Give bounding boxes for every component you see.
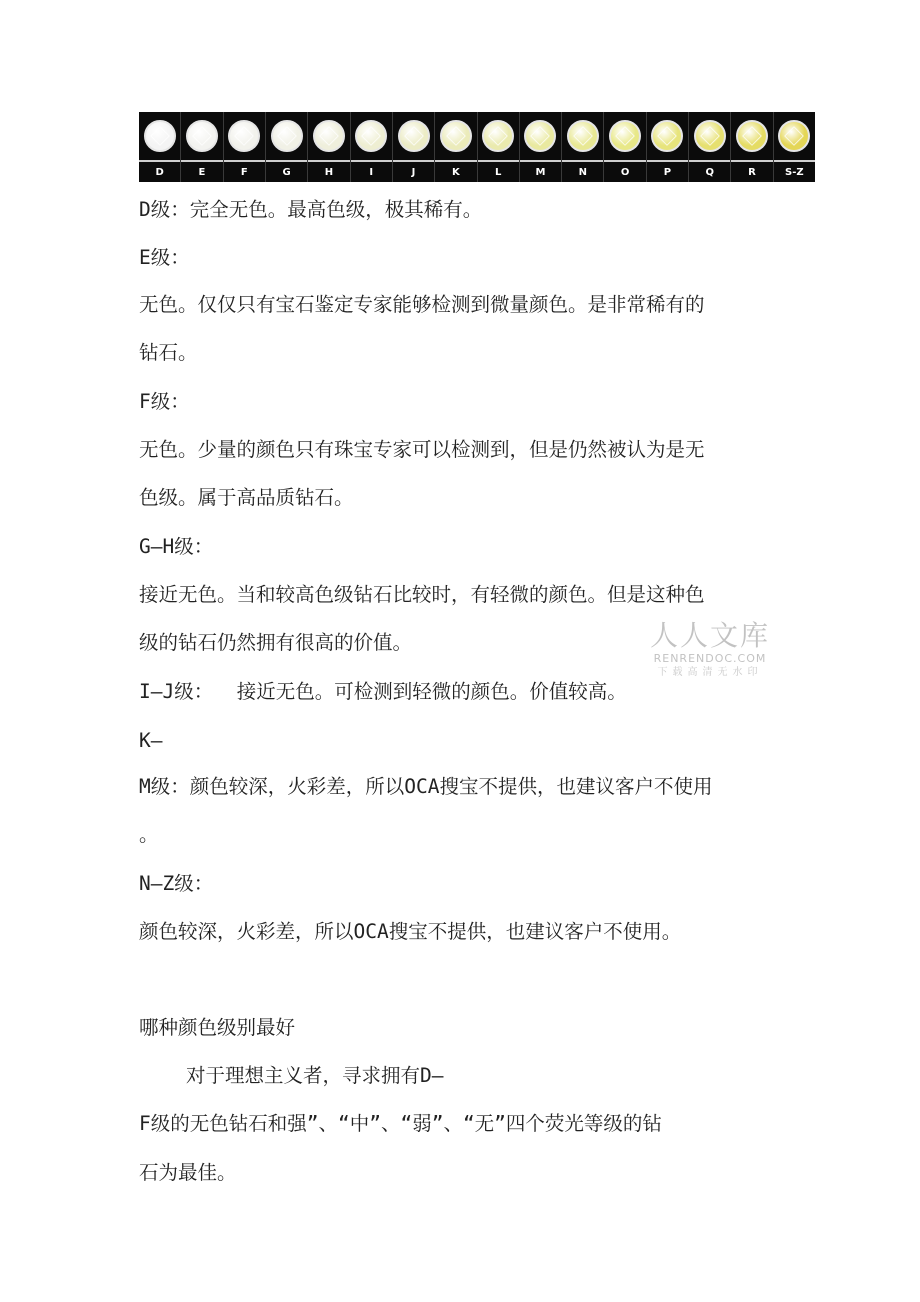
text-line: 对于理想主义者，寻求拥有D— bbox=[139, 1064, 444, 1087]
grade-label: E bbox=[181, 160, 222, 182]
grade-cell bbox=[731, 112, 773, 182]
grade-label: H bbox=[308, 160, 349, 182]
diamond-facet bbox=[784, 126, 804, 146]
diamond-icon bbox=[524, 120, 556, 152]
diamond-icon bbox=[651, 120, 683, 152]
diamond-facet bbox=[150, 126, 170, 146]
diamond-facet bbox=[531, 126, 551, 146]
grade-cell bbox=[266, 112, 308, 182]
diamond-facet bbox=[192, 126, 212, 146]
diamond-icon bbox=[144, 120, 176, 152]
diamond-facet bbox=[404, 126, 424, 146]
watermark-url: RENRENDOC.COM bbox=[653, 652, 767, 665]
diamond-icon bbox=[440, 120, 472, 152]
text-line: 钻石。 bbox=[139, 341, 198, 364]
text-line: N—Z级： bbox=[139, 872, 214, 895]
text-line: 色级。属于高品质钻石。 bbox=[139, 486, 354, 509]
text-line: M级：颜色较深，火彩差，所以OCA搜宝不提供，也建议客户不使用 bbox=[139, 775, 713, 798]
text-line: 颜色较深，火彩差，所以OCA搜宝不提供，也建议客户不使用。 bbox=[139, 920, 682, 943]
diamond-icon bbox=[567, 120, 599, 152]
diamond-icon bbox=[228, 120, 260, 152]
grade-label: R bbox=[731, 160, 772, 182]
gem-wrap bbox=[308, 112, 349, 160]
grade-label: G bbox=[266, 160, 307, 182]
grade-label: L bbox=[478, 160, 519, 182]
watermark-title: 人人文库 bbox=[649, 619, 770, 652]
diamond-facet bbox=[488, 126, 508, 146]
text-line: F级的无色钻石和强”、“中”、“弱”、“无”四个荧光等级的钻 bbox=[139, 1112, 662, 1135]
grade-cell bbox=[435, 112, 477, 182]
diamond-icon bbox=[736, 120, 768, 152]
watermark-logo bbox=[647, 620, 773, 679]
text-line: 无色。少量的颜色只有珠宝专家可以检测到，但是仍然被认为是无 bbox=[139, 438, 705, 461]
grade-label: M bbox=[520, 160, 561, 182]
grade-cell bbox=[774, 112, 815, 182]
grade-cell bbox=[308, 112, 350, 182]
grade-label: I bbox=[351, 160, 392, 182]
diamond-color-scale-image bbox=[139, 112, 815, 182]
diamond-facet bbox=[361, 126, 381, 146]
diamond-icon bbox=[186, 120, 218, 152]
grade-cell bbox=[562, 112, 604, 182]
grade-label: J bbox=[393, 160, 434, 182]
gem-wrap bbox=[478, 112, 519, 160]
grade-label: D bbox=[139, 160, 180, 182]
watermark-subtitle: 下载高清无水印 bbox=[657, 667, 763, 678]
grade-label: S-Z bbox=[774, 160, 815, 182]
grade-cell bbox=[393, 112, 435, 182]
diamond-facet bbox=[573, 126, 593, 146]
gem-wrap bbox=[520, 112, 561, 160]
gem-wrap bbox=[351, 112, 392, 160]
text-line: G—H级： bbox=[139, 535, 214, 558]
diamond-icon bbox=[694, 120, 726, 152]
diamond-facet bbox=[742, 126, 762, 146]
diamond-facet bbox=[277, 126, 297, 146]
text-line: 。 bbox=[139, 823, 159, 846]
gem-wrap bbox=[731, 112, 772, 160]
text-line: K— bbox=[139, 729, 163, 752]
grade-cell bbox=[224, 112, 266, 182]
text-line: E级： bbox=[139, 246, 190, 269]
grade-label: K bbox=[435, 160, 476, 182]
diamond-icon bbox=[313, 120, 345, 152]
diamond-icon bbox=[355, 120, 387, 152]
diamond-icon bbox=[778, 120, 810, 152]
diamond-icon bbox=[609, 120, 641, 152]
gem-wrap bbox=[435, 112, 476, 160]
diamond-icon bbox=[482, 120, 514, 152]
diamond-facet bbox=[234, 126, 254, 146]
grade-cell bbox=[351, 112, 393, 182]
grade-cell bbox=[520, 112, 562, 182]
diamond-facet bbox=[700, 126, 720, 146]
diamond-icon bbox=[271, 120, 303, 152]
section-heading: 哪种颜色级别最好 bbox=[139, 1016, 296, 1039]
diamond-facet bbox=[658, 126, 678, 146]
text-line: I—J级： 接近无色。可检测到轻微的颜色。价值较高。 bbox=[139, 680, 627, 703]
diamond-icon bbox=[398, 120, 430, 152]
gem-wrap bbox=[266, 112, 307, 160]
grade-cell bbox=[181, 112, 223, 182]
gem-wrap bbox=[774, 112, 815, 160]
grade-label: P bbox=[647, 160, 688, 182]
diamond-facet bbox=[319, 126, 339, 146]
gem-wrap bbox=[562, 112, 603, 160]
grade-cell bbox=[604, 112, 646, 182]
gem-wrap bbox=[224, 112, 265, 160]
grade-label: O bbox=[604, 160, 645, 182]
gem-wrap bbox=[647, 112, 688, 160]
grade-label: F bbox=[224, 160, 265, 182]
text-line: D级：完全无色。最高色级，极其稀有。 bbox=[139, 198, 483, 221]
gem-wrap bbox=[393, 112, 434, 160]
diamond-facet bbox=[446, 126, 466, 146]
text-line: F级： bbox=[139, 390, 190, 413]
grade-label: Q bbox=[689, 160, 730, 182]
grade-cell bbox=[478, 112, 520, 182]
gem-wrap bbox=[689, 112, 730, 160]
text-line: 无色。仅仅只有宝石鉴定专家能够检测到微量颜色。是非常稀有的 bbox=[139, 293, 705, 316]
grade-label: N bbox=[562, 160, 603, 182]
grade-cell bbox=[139, 112, 181, 182]
gem-wrap bbox=[181, 112, 222, 160]
gem-wrap bbox=[604, 112, 645, 160]
grade-cell bbox=[689, 112, 731, 182]
gem-wrap bbox=[139, 112, 180, 160]
text-line: 级的钻石仍然拥有很高的价值。 bbox=[139, 631, 413, 654]
text-line: 接近无色。当和较高色级钻石比较时，有轻微的颜色。但是这种色 bbox=[139, 583, 705, 606]
diamond-facet bbox=[615, 126, 635, 146]
grade-cell bbox=[647, 112, 689, 182]
text-line: 石为最佳。 bbox=[139, 1161, 237, 1184]
